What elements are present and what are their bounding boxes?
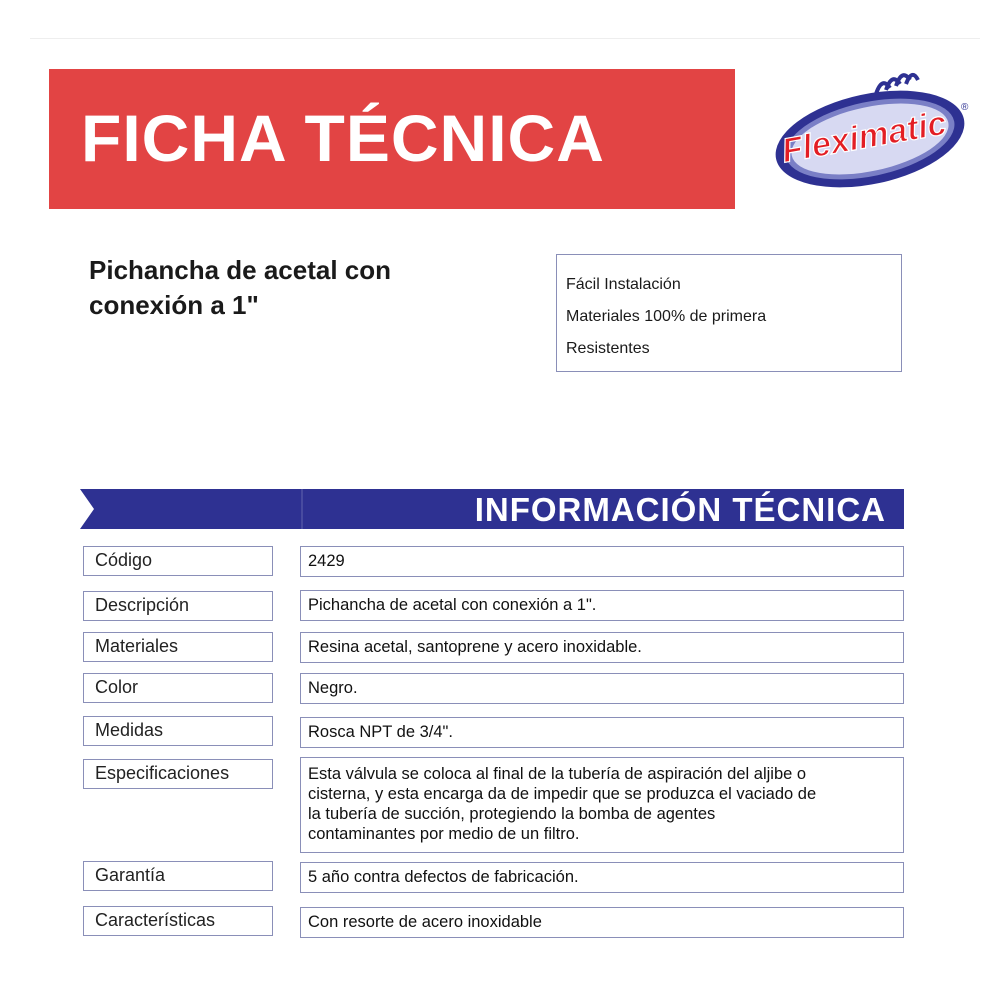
- section-banner: [80, 489, 904, 529]
- feature-item: Resistentes: [566, 340, 650, 357]
- feature-item: Fácil Instalación: [566, 276, 681, 293]
- spec-value-line: la tubería de succión, protegiendo la bomba de agentes: [308, 805, 716, 823]
- spec-value-color: Negro.: [300, 673, 904, 704]
- spec-label-materiales: Materiales: [83, 632, 273, 662]
- brand-logo: [768, 64, 973, 194]
- spec-value-descripcion: Pichancha de acetal con conexión a 1".: [300, 590, 904, 621]
- product-title: [89, 253, 509, 323]
- top-divider: [30, 38, 980, 39]
- spec-label-codigo: Código: [83, 546, 273, 576]
- product-title-line: Pichancha de acetal con: [89, 255, 392, 285]
- spec-value-caracteristicas: Con resorte de acero inoxidable: [300, 907, 904, 938]
- product-title-line: conexión a 1": [89, 290, 259, 320]
- spec-value-medidas: Rosca NPT de 3/4".: [300, 717, 904, 748]
- spec-label-garantia: Garantía: [83, 861, 273, 891]
- page-title: FICHA TÉCNICA: [81, 101, 605, 175]
- registered-mark: ®: [961, 102, 969, 113]
- spec-value-materiales: Resina acetal, santoprene y acero inoxidable.: [300, 632, 904, 663]
- spec-value-line: Esta válvula se coloca al final de la tubería de aspiración del aljibe o: [308, 765, 807, 783]
- spec-value-garantia: 5 año contra defectos de fabricación.: [300, 862, 904, 893]
- spec-label-caracteristicas: Características: [83, 906, 273, 936]
- spec-label-medidas: Medidas: [83, 716, 273, 746]
- spec-label-color: Color: [83, 673, 273, 703]
- spec-value-line: cisterna, y esta encarga da de impedir que se produzca el vaciado de: [308, 785, 817, 803]
- spec-value-especificaciones: [300, 757, 904, 853]
- spec-value-codigo: 2429: [300, 546, 904, 577]
- feature-item: Materiales 100% de primera: [566, 308, 767, 325]
- spec-value-line: contaminantes por medio de un filtro.: [308, 825, 580, 843]
- spec-label-descripcion: Descripción: [83, 591, 273, 621]
- features-box: [556, 254, 902, 372]
- logo-wordmark: Fleximatic: [778, 104, 950, 171]
- spec-label-especificaciones: Especificaciones: [83, 759, 273, 789]
- section-title: INFORMACIÓN TÉCNICA: [474, 491, 886, 528]
